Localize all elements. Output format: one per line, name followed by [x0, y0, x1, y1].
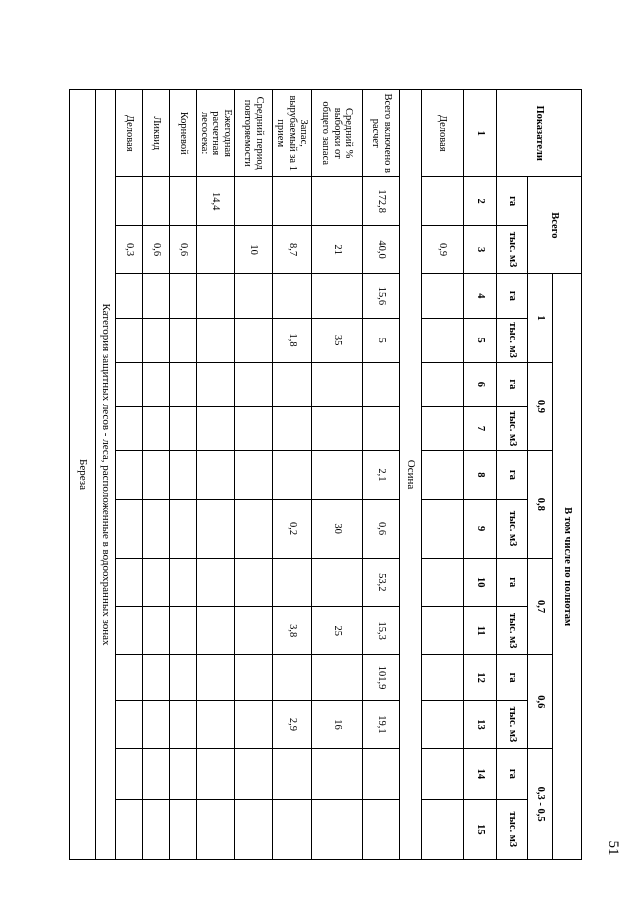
cell: [312, 362, 363, 406]
row-label: Запас, вырубаемый за 1 прием: [273, 90, 312, 177]
cell: [312, 749, 363, 800]
cell: 21: [312, 225, 363, 273]
cell: 0,9: [422, 225, 464, 273]
cell: [116, 406, 143, 450]
cell: [143, 749, 170, 800]
row-label: Деловая: [422, 90, 464, 177]
cell: [116, 700, 143, 748]
cell: [170, 607, 197, 655]
unit-ha: га: [497, 558, 528, 606]
unit-th-m3: тыс. м3: [497, 607, 528, 655]
cell: [422, 499, 464, 558]
density-1: 1: [528, 274, 553, 362]
cell: [235, 749, 273, 800]
forest-data-table: [69, 89, 582, 860]
cell: [235, 499, 273, 558]
cell: [116, 558, 143, 606]
cell: [235, 362, 273, 406]
density-09: 0,9: [528, 362, 553, 450]
cell: [116, 799, 143, 859]
cell: [273, 799, 312, 859]
cell: [363, 749, 400, 800]
cell: [197, 799, 235, 859]
cell: [143, 274, 170, 318]
col-number: 14: [464, 749, 497, 800]
density-07: 0,7: [528, 558, 553, 655]
cell: [363, 799, 400, 859]
cell: 10: [235, 225, 273, 273]
cell: [273, 749, 312, 800]
cell: [422, 318, 464, 362]
cell: [143, 318, 170, 362]
cell: [235, 700, 273, 748]
cell: [312, 274, 363, 318]
cell: [312, 177, 363, 225]
cell: 35: [312, 318, 363, 362]
unit-th-m3: тыс. м3: [497, 499, 528, 558]
cell: [143, 362, 170, 406]
unit-ha: га: [497, 451, 528, 499]
unit-th-m3: тыс. м3: [497, 406, 528, 450]
row-label: Корневой: [170, 90, 197, 177]
cell: [235, 177, 273, 225]
cell: [170, 749, 197, 800]
cell: 16: [312, 700, 363, 748]
cell: [422, 451, 464, 499]
cell: [197, 558, 235, 606]
cell: [235, 558, 273, 606]
cell: [197, 406, 235, 450]
cell: [422, 274, 464, 318]
col-number: 5: [464, 318, 497, 362]
col-number: 9: [464, 499, 497, 558]
cell: 172,8: [363, 177, 400, 225]
cell: 8,7: [273, 225, 312, 273]
cell: [422, 406, 464, 450]
cell: [312, 406, 363, 450]
cell: [170, 499, 197, 558]
header-by-density: В том числе по полнотам: [553, 274, 582, 860]
cell: [235, 607, 273, 655]
col-number: 7: [464, 406, 497, 450]
page-number: 51: [605, 840, 621, 856]
row-label: Средний % выборки от общего запаса: [312, 90, 363, 177]
cell: [273, 362, 312, 406]
cell: [116, 318, 143, 362]
unit-ha: га: [497, 362, 528, 406]
cell: [363, 406, 400, 450]
col-number: 1: [464, 90, 497, 177]
cell: 2,1: [363, 451, 400, 499]
row-label: Деловая: [116, 90, 143, 177]
cell: [197, 700, 235, 748]
cell: [116, 362, 143, 406]
cell: [143, 499, 170, 558]
cell: [116, 749, 143, 800]
cell: 40,0: [363, 225, 400, 273]
cell: [170, 274, 197, 318]
cell: [273, 177, 312, 225]
col-number: 2: [464, 177, 497, 225]
cell: [197, 607, 235, 655]
cell: [273, 406, 312, 450]
cell: [273, 558, 312, 606]
section-title: Береза: [70, 90, 96, 860]
header-total: Всего: [528, 177, 582, 274]
cell: [197, 362, 235, 406]
cell: [197, 655, 235, 700]
col-number: 10: [464, 558, 497, 606]
cell: 0,6: [143, 225, 170, 273]
cell: [422, 655, 464, 700]
cell: [116, 451, 143, 499]
unit-ha: га: [497, 177, 528, 225]
cell: [143, 406, 170, 450]
cell: [197, 318, 235, 362]
density-08: 0,8: [528, 451, 553, 558]
cell: [312, 655, 363, 700]
cell: [143, 799, 170, 859]
cell: 0,2: [273, 499, 312, 558]
cell: [116, 177, 143, 225]
cell: 0,6: [170, 225, 197, 273]
cell: [116, 655, 143, 700]
row-label: Ликвид: [143, 90, 170, 177]
unit-ha: га: [497, 749, 528, 800]
col-number: 3: [464, 225, 497, 273]
cell: [422, 362, 464, 406]
cell: [143, 558, 170, 606]
cell: [422, 749, 464, 800]
cell: [312, 558, 363, 606]
cell: [170, 406, 197, 450]
cell: 15,6: [363, 274, 400, 318]
cell: 5: [363, 318, 400, 362]
cell: [197, 749, 235, 800]
cell: [197, 274, 235, 318]
cell: [116, 607, 143, 655]
density-03-05: 0,3 - 0,5: [528, 749, 553, 860]
cell: [363, 362, 400, 406]
cell: [170, 558, 197, 606]
cell: [143, 700, 170, 748]
row-label: Ежегодная расчетная лесосека:: [197, 90, 235, 177]
col-number: 12: [464, 655, 497, 700]
cell: [422, 177, 464, 225]
cell: 19,1: [363, 700, 400, 748]
cell: [197, 225, 235, 273]
cell: [197, 451, 235, 499]
cell: [170, 451, 197, 499]
cell: [422, 799, 464, 859]
cell: 53,2: [363, 558, 400, 606]
cell: 0,6: [363, 499, 400, 558]
col-number: 13: [464, 700, 497, 748]
cell: [116, 274, 143, 318]
cell: [273, 274, 312, 318]
cell: [143, 451, 170, 499]
unit-th-m3: тыс. м3: [497, 225, 528, 273]
section-title: Осина: [400, 90, 422, 860]
cell: [116, 499, 143, 558]
cell: [235, 799, 273, 859]
cell: 101,9: [363, 655, 400, 700]
section-category: Категория защитных лесов - леса, расположенные в водоохранных зонах: [96, 90, 116, 860]
cell: [143, 177, 170, 225]
cell: [170, 655, 197, 700]
cell: [273, 451, 312, 499]
cell: [235, 451, 273, 499]
col-number: 8: [464, 451, 497, 499]
col-number: 11: [464, 607, 497, 655]
row-label: Всего включено в расчет: [363, 90, 400, 177]
density-06: 0,6: [528, 655, 553, 749]
cell: [143, 655, 170, 700]
cell: 30: [312, 499, 363, 558]
rotated-table-container: [76, 89, 582, 860]
cell: [422, 700, 464, 748]
cell: 2,9: [273, 700, 312, 748]
cell: 25: [312, 607, 363, 655]
cell: [235, 406, 273, 450]
unit-th-m3: тыс. м3: [497, 700, 528, 748]
cell: 0,3: [116, 225, 143, 273]
cell: 1,8: [273, 318, 312, 362]
col-number: 4: [464, 274, 497, 318]
cell: 14,4: [197, 177, 235, 225]
cell: [312, 799, 363, 859]
cell: 3,8: [273, 607, 312, 655]
cell: [422, 607, 464, 655]
unit-th-m3: тыс. м3: [497, 799, 528, 859]
row-label: Средний период повторяемости: [235, 90, 273, 177]
cell: [235, 655, 273, 700]
col-number: 15: [464, 799, 497, 859]
cell: [170, 799, 197, 859]
cell: [170, 362, 197, 406]
cell: [235, 318, 273, 362]
cell: [170, 700, 197, 748]
cell: [143, 607, 170, 655]
cell: [170, 318, 197, 362]
cell: [273, 655, 312, 700]
cell: [422, 558, 464, 606]
unit-ha: га: [497, 274, 528, 318]
cell: [312, 451, 363, 499]
cell: 15,3: [363, 607, 400, 655]
cell: [235, 274, 273, 318]
cell: [197, 499, 235, 558]
cell: [170, 177, 197, 225]
header-indicators: Показатели: [497, 90, 582, 177]
unit-ha: га: [497, 655, 528, 700]
unit-th-m3: тыс. м3: [497, 318, 528, 362]
col-number: 6: [464, 362, 497, 406]
